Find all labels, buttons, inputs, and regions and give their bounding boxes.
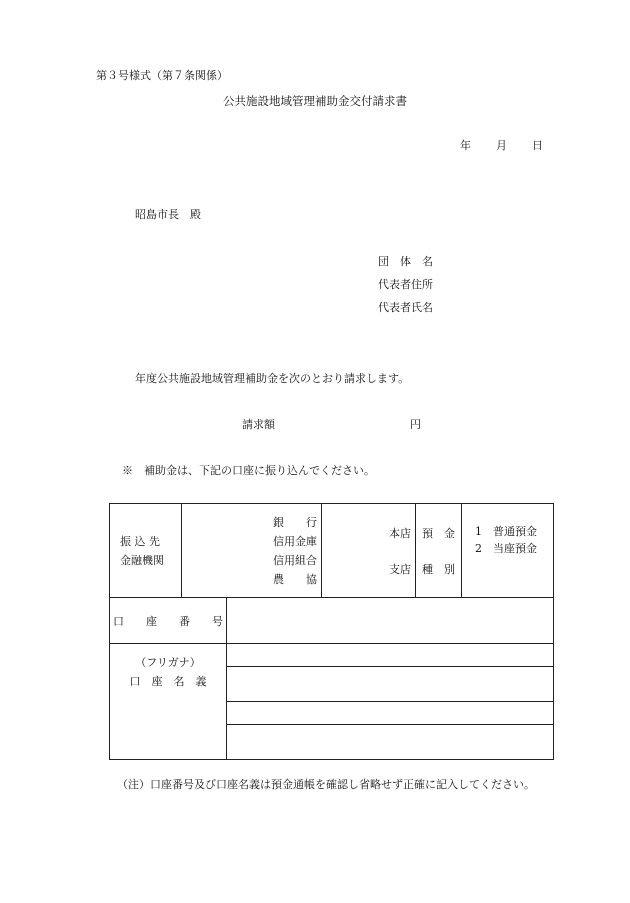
addressee: 昭島市長 殿 bbox=[135, 208, 201, 221]
deposit-option-current: 2 当座預金 bbox=[475, 542, 537, 555]
date-month-label: 月 bbox=[496, 139, 507, 152]
page-title: 公共施設地域管理補助金交付請求書 bbox=[223, 94, 407, 108]
institution-type-cell[interactable] bbox=[182, 504, 322, 598]
rep-name-label: 代表者氏名 bbox=[378, 301, 433, 314]
account-number-row bbox=[110, 598, 554, 644]
furigana-label: （フリガナ） bbox=[135, 656, 201, 669]
form-number: 第３号様式（第７条関係） bbox=[96, 69, 228, 82]
account-name-label: 口 座 名 義 bbox=[129, 675, 207, 688]
institution-type-shinkin: 信用金庫 bbox=[273, 534, 317, 548]
amount-label: 請求額 bbox=[242, 418, 275, 431]
bank-row bbox=[110, 504, 554, 598]
rep-address-label: 代表者住所 bbox=[378, 278, 433, 291]
deposit-label-cell bbox=[416, 504, 462, 598]
account-name-label-cell bbox=[110, 644, 227, 760]
bank-transfer-table bbox=[109, 503, 554, 760]
body-text: 年度公共施設地域管理補助金を次のとおり請求します。 bbox=[135, 372, 410, 385]
bank-label-line2: 金融機関 bbox=[120, 553, 164, 567]
account-name-field-1[interactable] bbox=[227, 667, 554, 702]
institution-type-nokyo: 農 協 bbox=[273, 572, 317, 586]
date-day-label: 日 bbox=[532, 139, 543, 152]
date-year-label: 年 bbox=[460, 139, 471, 152]
amount-unit: 円 bbox=[410, 418, 421, 431]
bank-label-cell bbox=[110, 504, 182, 598]
deposit-type-cell[interactable] bbox=[462, 504, 554, 598]
org-name-label: 団 体 名 bbox=[378, 255, 433, 268]
notice: ※ 補助金は、下記の口座に振り込んでください。 bbox=[122, 464, 375, 477]
furigana-row-1 bbox=[110, 644, 554, 667]
deposit-option-ordinary: 1 普通預金 bbox=[475, 525, 537, 538]
branch-main-label: 本店 bbox=[389, 526, 411, 540]
footnote: （注）口座番号及び口座名義は預金通帳を確認し省略せず正確に記入してください。 bbox=[117, 778, 535, 791]
institution-type-kumiai: 信用組合 bbox=[273, 553, 317, 567]
account-number-label: 口 座 番 号 bbox=[110, 598, 227, 644]
branch-sub-label: 支店 bbox=[389, 562, 411, 576]
deposit-label-line2: 種 別 bbox=[422, 562, 455, 576]
branch-cell[interactable] bbox=[322, 504, 416, 598]
furigana-field-2[interactable] bbox=[227, 702, 554, 725]
institution-type-bank: 銀 行 bbox=[273, 515, 317, 529]
account-number-field[interactable] bbox=[227, 598, 554, 644]
account-name-field-2[interactable] bbox=[227, 725, 554, 760]
furigana-field-1[interactable] bbox=[227, 644, 554, 667]
bank-label-line1: 振 込 先 bbox=[120, 534, 160, 548]
deposit-label-line1: 預 金 bbox=[422, 526, 455, 540]
